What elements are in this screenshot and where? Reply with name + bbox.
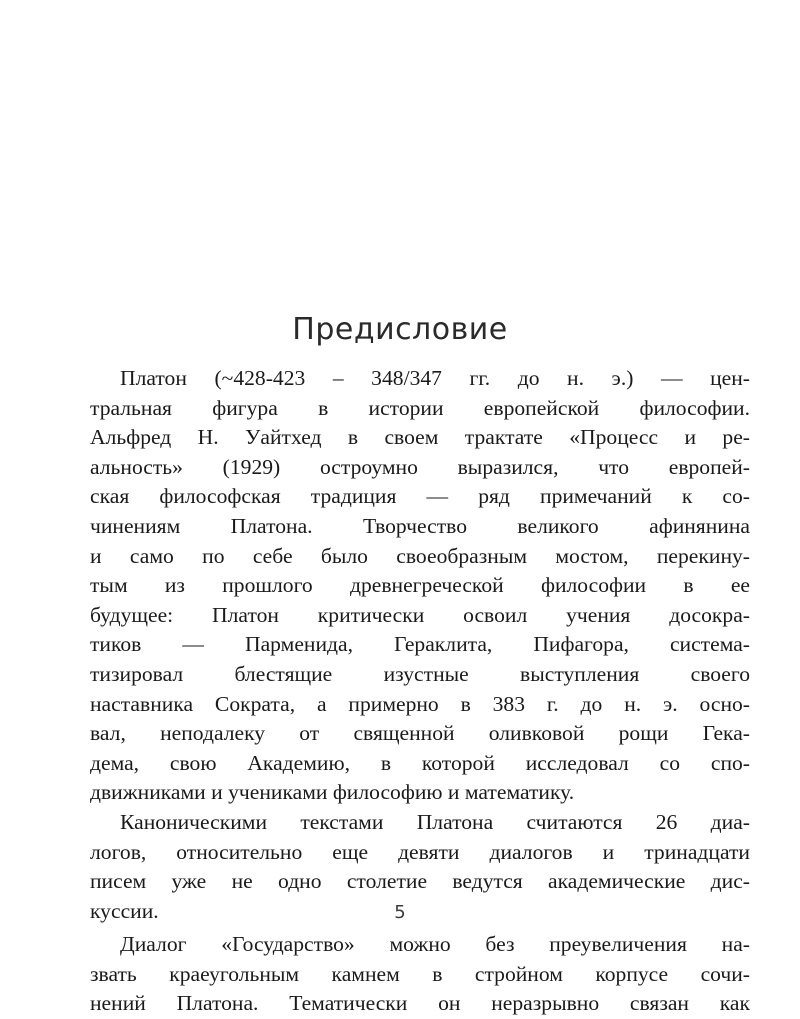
text-line: вал, неподалеку от священной оливковой рощи Гека- — [90, 721, 750, 746]
text-line: движниками и учениками философию и математику. — [90, 780, 575, 805]
text-line: писем уже не одно столетие ведутся академические дис- — [90, 869, 750, 894]
paragraph-1 — [90, 364, 750, 808]
text-line: тизировал блестящие изустные выступления своего — [90, 661, 750, 686]
text-line: Платон (~428-423 – 348/347 гг. до н. э.) — цен- — [120, 366, 750, 390]
text-line: куссии. — [90, 898, 159, 923]
text-line: нений Платона. Тематически он неразрывно связан как — [90, 991, 750, 1016]
text-line: и само по себе было своеобразным мостом, перекину- — [90, 543, 750, 568]
text-line: альность» (1929) остроумно выразился, что европей- — [90, 454, 750, 479]
text-line: дема, свою Академию, в которой исследовал со спо- — [90, 750, 750, 775]
text-line: тым из прошлого древнегреческой философии в ее — [90, 573, 750, 598]
text-line: звать краеугольным камнем в стройном корпусе сочи- — [90, 961, 750, 986]
text-line: Альфред Н. Уайтхед в своем трактате «Процесс и ре- — [90, 425, 750, 450]
text-line: Диалог «Государство» можно без преувеличения на- — [120, 932, 750, 957]
text-line: тиков — Парменида, Гераклита, Пифагора, система- — [90, 632, 750, 657]
text-line: наставника Сократа, а примерно в 383 г. до н. э. осно- — [90, 691, 750, 716]
text-line: логов, относительно еще девяти диалогов и тринадцати — [90, 839, 750, 864]
paragraph-3 — [90, 930, 750, 1019]
text-line: ская философская традиция — ряд примечаний к со- — [90, 484, 750, 509]
text-line: Каноническими текстами Платона считаются 26 диа- — [120, 809, 750, 834]
chapter-title: Предисловие — [292, 312, 508, 347]
text-line: тральная фигура в истории европейской философии. — [90, 395, 750, 420]
text-line: чинениям Платона. Творчество великого афинянина — [90, 513, 750, 538]
text-line: будущее: Платон критически освоил учения досокра- — [90, 602, 750, 627]
page-number: 5 — [394, 902, 406, 923]
